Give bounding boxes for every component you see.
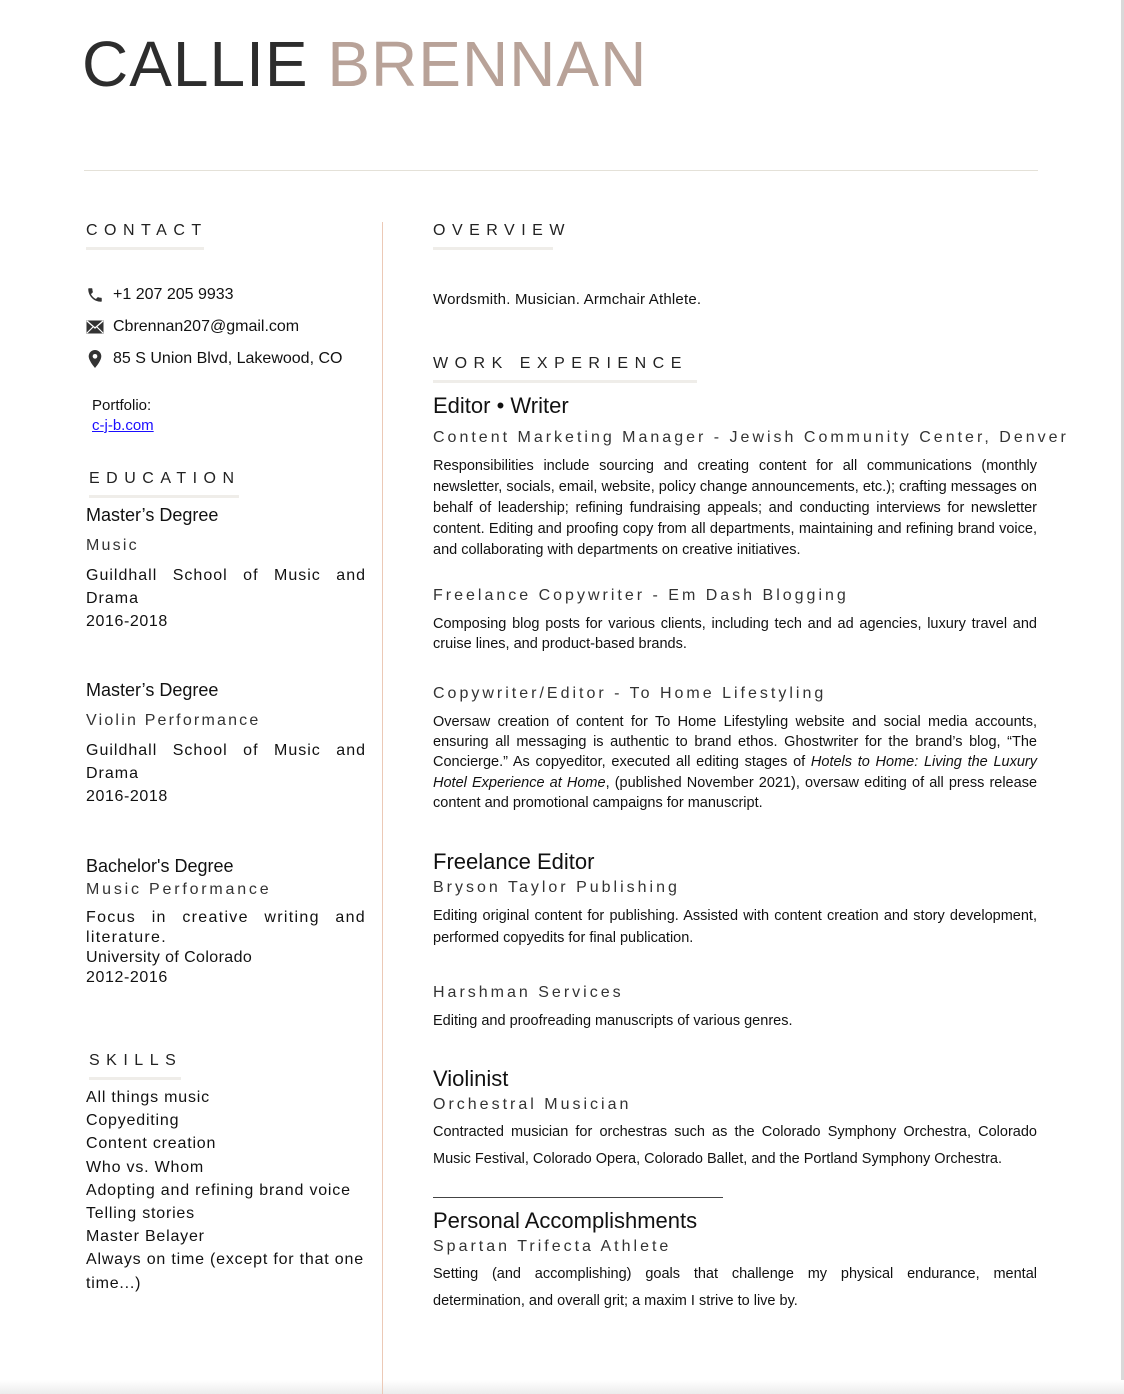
contact-heading: CONTACT	[86, 222, 204, 250]
email-text: Cbrennan207@gmail.com	[113, 318, 300, 335]
education-entry	[86, 679, 366, 808]
contact-phone	[86, 284, 366, 306]
resume-name	[82, 28, 647, 100]
job-role: Copywriter/Editor - To Home Lifestyling	[433, 685, 827, 702]
job-description-text: , (published November 2021), oversaw editing of all press release content and promotional campaigns for manuscript.	[433, 774, 1038, 811]
accomplishment-role: Spartan Trifecta Athlete	[433, 1238, 672, 1256]
left-column	[86, 222, 366, 1295]
job-role: Freelance Copywriter - Em Dash Blogging	[433, 587, 849, 604]
school-name: Guildhall School of Music and Drama	[86, 742, 366, 782]
portfolio-label: Portfolio:	[92, 397, 152, 414]
skill-item: Always on time (except for that one time...)	[86, 1251, 364, 1292]
degree-years: 2016-2018	[86, 788, 168, 805]
job-description: Composing blog posts for various clients, including tech and ad agencies, luxury travel and cruise lines, and product-based brands.	[433, 616, 1037, 652]
skill-item: Telling stories	[86, 1205, 195, 1223]
skill-item: Content creation	[86, 1135, 217, 1153]
skills-heading: SKILLS	[89, 1052, 181, 1080]
first-name: CALLIE	[82, 28, 309, 100]
right-column	[433, 222, 1069, 1315]
contact-address	[86, 348, 366, 370]
job-role: Bryson Taylor Publishing	[433, 879, 680, 897]
school-name: University of Colorado	[86, 949, 253, 966]
overview-heading: OVERVIEW	[433, 222, 553, 250]
job-title: Violinist	[433, 1066, 509, 1092]
skill-item: Master Belayer	[86, 1228, 205, 1246]
contact-email	[86, 316, 366, 338]
job-role: Orchestral Musician	[433, 1096, 632, 1114]
job-description: Editing original content for publishing. Assisted with content creation and story development, performed copyedits for final publication.	[433, 908, 1037, 946]
portfolio-block	[92, 396, 366, 436]
book-title: Hotels to Home: Living the Luxury Hotel Experience at Home	[433, 754, 1037, 791]
skill-item: Adopting and refining brand voice	[86, 1181, 351, 1199]
degree-title: Master’s Degree	[86, 680, 219, 700]
column-divider	[382, 222, 383, 1394]
degree-title: Bachelor's Degree	[86, 856, 234, 876]
overview-text: Wordsmith. Musician. Armchair Athlete.	[433, 291, 702, 308]
accomplishments-title: Personal Accomplishments	[433, 1208, 698, 1234]
location-pin-icon	[86, 350, 104, 368]
degree-title: Master’s Degree	[86, 505, 219, 525]
skills-list	[86, 1086, 366, 1295]
skill-item: Copyediting	[86, 1112, 180, 1130]
degree-field: Music Performance	[86, 881, 272, 898]
phone-text: +1 207 205 9933	[113, 286, 234, 303]
degree-years: 2012-2016	[86, 969, 168, 986]
header-divider	[84, 170, 1038, 171]
page-bottom-shadow	[0, 1380, 1124, 1394]
accomplishment-description: Setting (and accomplishing) goals that challenge my physical endurance, mental determination, and overall grit; a maxim I strive to live by.	[433, 1266, 1037, 1310]
education-heading: EDUCATION	[89, 470, 239, 498]
address-text: 85 S Union Blvd, Lakewood, CO	[113, 350, 343, 367]
job-role: Content Marketing Manager - Jewish Community Center, Denver	[433, 429, 1069, 446]
job-title: Editor • Writer	[433, 393, 569, 418]
envelope-icon	[86, 318, 104, 336]
job-title: Freelance Editor	[433, 849, 595, 875]
education-entry	[86, 855, 366, 988]
job-description	[433, 712, 1037, 813]
education-entry	[86, 504, 366, 633]
job-description-text: Oversaw creation of content for To Home Lifestyling website and social media accounts, ensuring all messaging is authentic to brand ethos. Ghostwriter for the brand’s blog, “The Concierge.” As copyeditor, executed all editing stages of	[433, 714, 1037, 771]
job-description: Contracted musician for orchestras such as the Colorado Symphony Orchestra, Colorado Music Festival, Colorado Opera, Colorado Ballet, and the Portland Symphony Orchestra.	[433, 1124, 1037, 1168]
degree-focus: Focus in creative writing and literature.	[86, 909, 366, 946]
degree-field: Violin Performance	[86, 712, 261, 729]
last-name: BRENNAN	[327, 28, 648, 100]
job-role: Harshman Services	[433, 984, 624, 1002]
school-name: Guildhall School of Music and Drama	[86, 567, 366, 607]
degree-field: Music	[86, 537, 139, 554]
phone-icon	[86, 286, 104, 304]
contact-list	[86, 284, 366, 370]
degree-years: 2016-2018	[86, 613, 168, 630]
portfolio-link[interactable]: c-j-b.com	[92, 417, 154, 434]
job-description: Responsibilities include sourcing and creating content for all communications (monthly newsletter, socials, email, website, policy change announcements, etc.); crafting messages on behalf of leadership; refining fundraising appeals; and conducting interviews for newsletter content. Editing and proofing copy from all departments, maintaining and refining brand voice, and collaborating with departments on creative initiatives.	[433, 458, 1037, 558]
job-description: Editing and proofreading manuscripts of various genres.	[433, 1013, 793, 1030]
section-separator	[433, 1197, 723, 1198]
work-experience-heading: WORK EXPERIENCE	[433, 355, 697, 383]
skill-item: Who vs. Whom	[86, 1158, 205, 1176]
skill-item: All things music	[86, 1089, 210, 1106]
